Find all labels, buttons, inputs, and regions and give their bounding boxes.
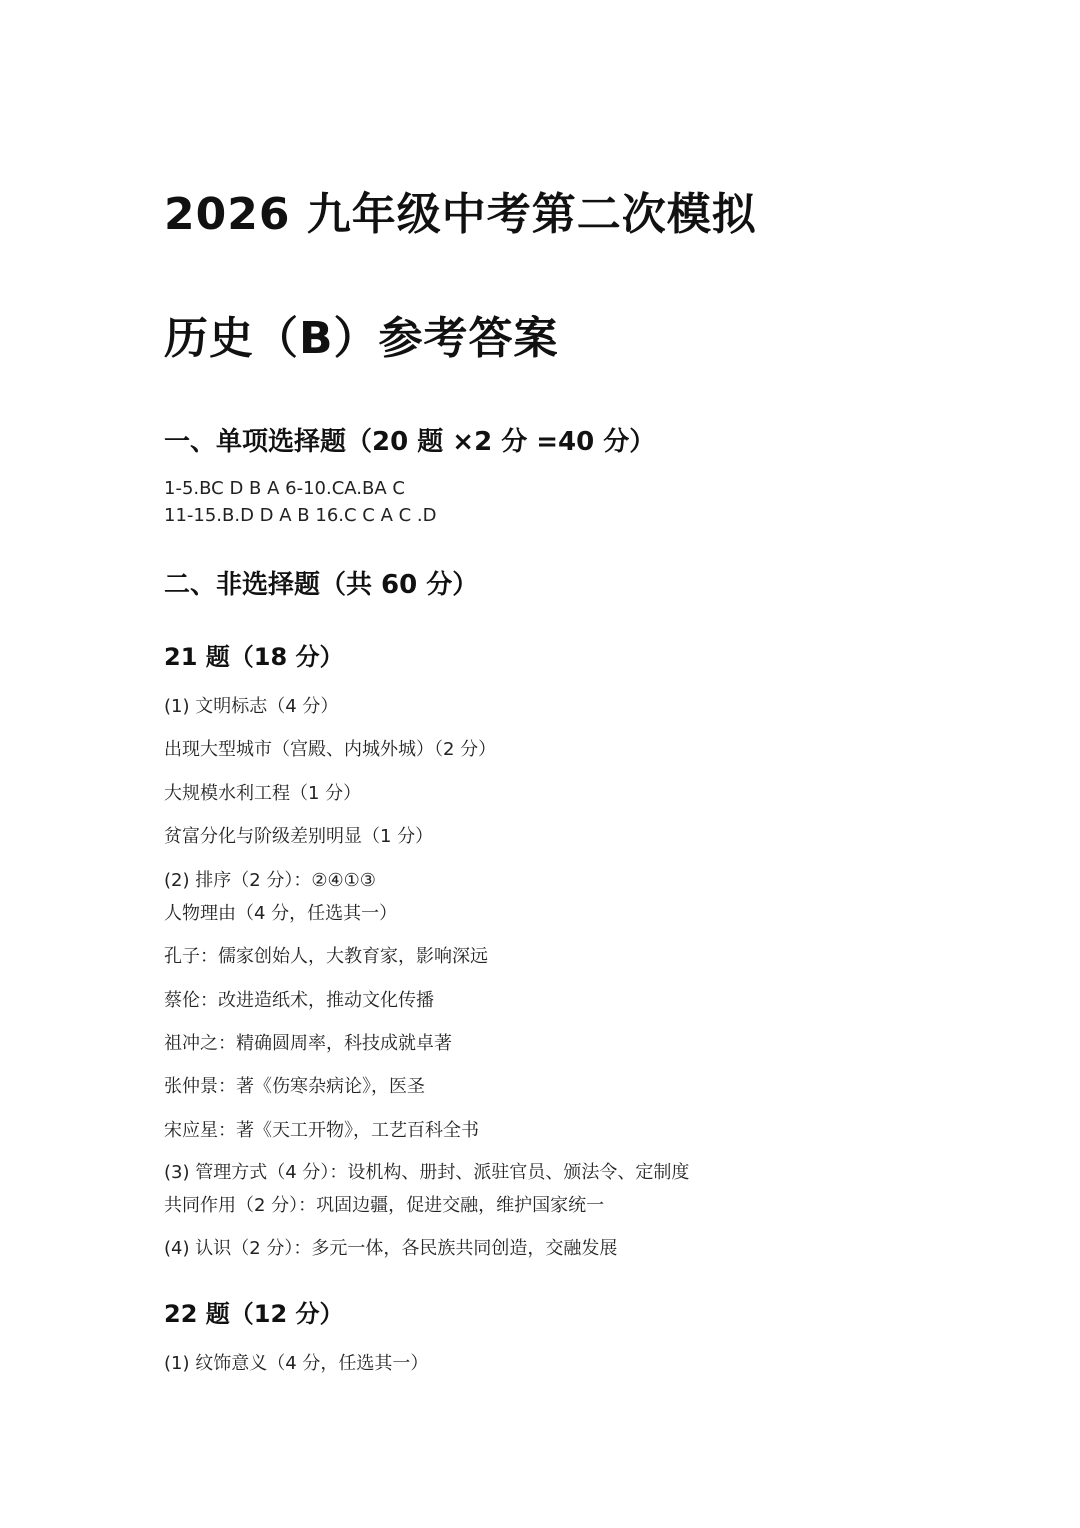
q21-line: 张仲景：著《伤寒杂病论》，医圣 bbox=[164, 1076, 425, 1097]
q21-line: 共同作用（2 分）：巩固边疆，促进交融，维护国家统一 bbox=[164, 1195, 605, 1216]
q21-line: 出现大型城市（宫殿、内城外城）（2 分） bbox=[164, 739, 497, 760]
page-title-line2: 历史（B）参考答案 bbox=[164, 313, 559, 364]
q21-line: (3) 管理方式（4 分）：设机构、册封、派驻官员、颁法令、定制度 bbox=[164, 1162, 690, 1183]
q21-line: 孔子：儒家创始人，大教育家，影响深远 bbox=[164, 946, 488, 967]
q21-line: 人物理由（4 分，任选其一） bbox=[164, 903, 398, 924]
question-21-heading: 21 题（18 分） bbox=[164, 643, 344, 671]
q21-line: 祖冲之：精确圆周率，科技成就卓著 bbox=[164, 1033, 452, 1054]
q21-line: 宋应星：著《天工开物》，工艺百科全书 bbox=[164, 1120, 479, 1141]
q21-line: (1) 文明标志（4 分） bbox=[164, 696, 339, 717]
q21-line: 蔡伦：改进造纸术，推动文化传播 bbox=[164, 990, 434, 1011]
q22-line: (1) 纹饰意义（4 分，任选其一） bbox=[164, 1353, 429, 1374]
q21-line: (2) 排序（2 分）：②④①③ bbox=[164, 870, 376, 891]
section-heading-multiple-choice: 一、单项选择题（20 题 ×2 分 =40 分） bbox=[164, 427, 656, 457]
question-22-heading: 22 题（12 分） bbox=[164, 1300, 344, 1328]
q21-line: 大规模水利工程（1 分） bbox=[164, 783, 362, 804]
answers-line-2: 11-15.B.D D A B 16.C C A C .D bbox=[164, 505, 437, 526]
q21-line: (4) 认识（2 分）：多元一体，各民族共同创造，交融发展 bbox=[164, 1238, 618, 1259]
section-heading-non-choice: 二、非选择题（共 60 分） bbox=[164, 570, 479, 600]
answers-line-1: 1-5.BC D B A 6-10.CA.BA C bbox=[164, 478, 405, 499]
q21-line: 贫富分化与阶级差别明显（1 分） bbox=[164, 826, 434, 847]
page-title-line1: 2026 九年级中考第二次模拟 bbox=[164, 189, 757, 240]
